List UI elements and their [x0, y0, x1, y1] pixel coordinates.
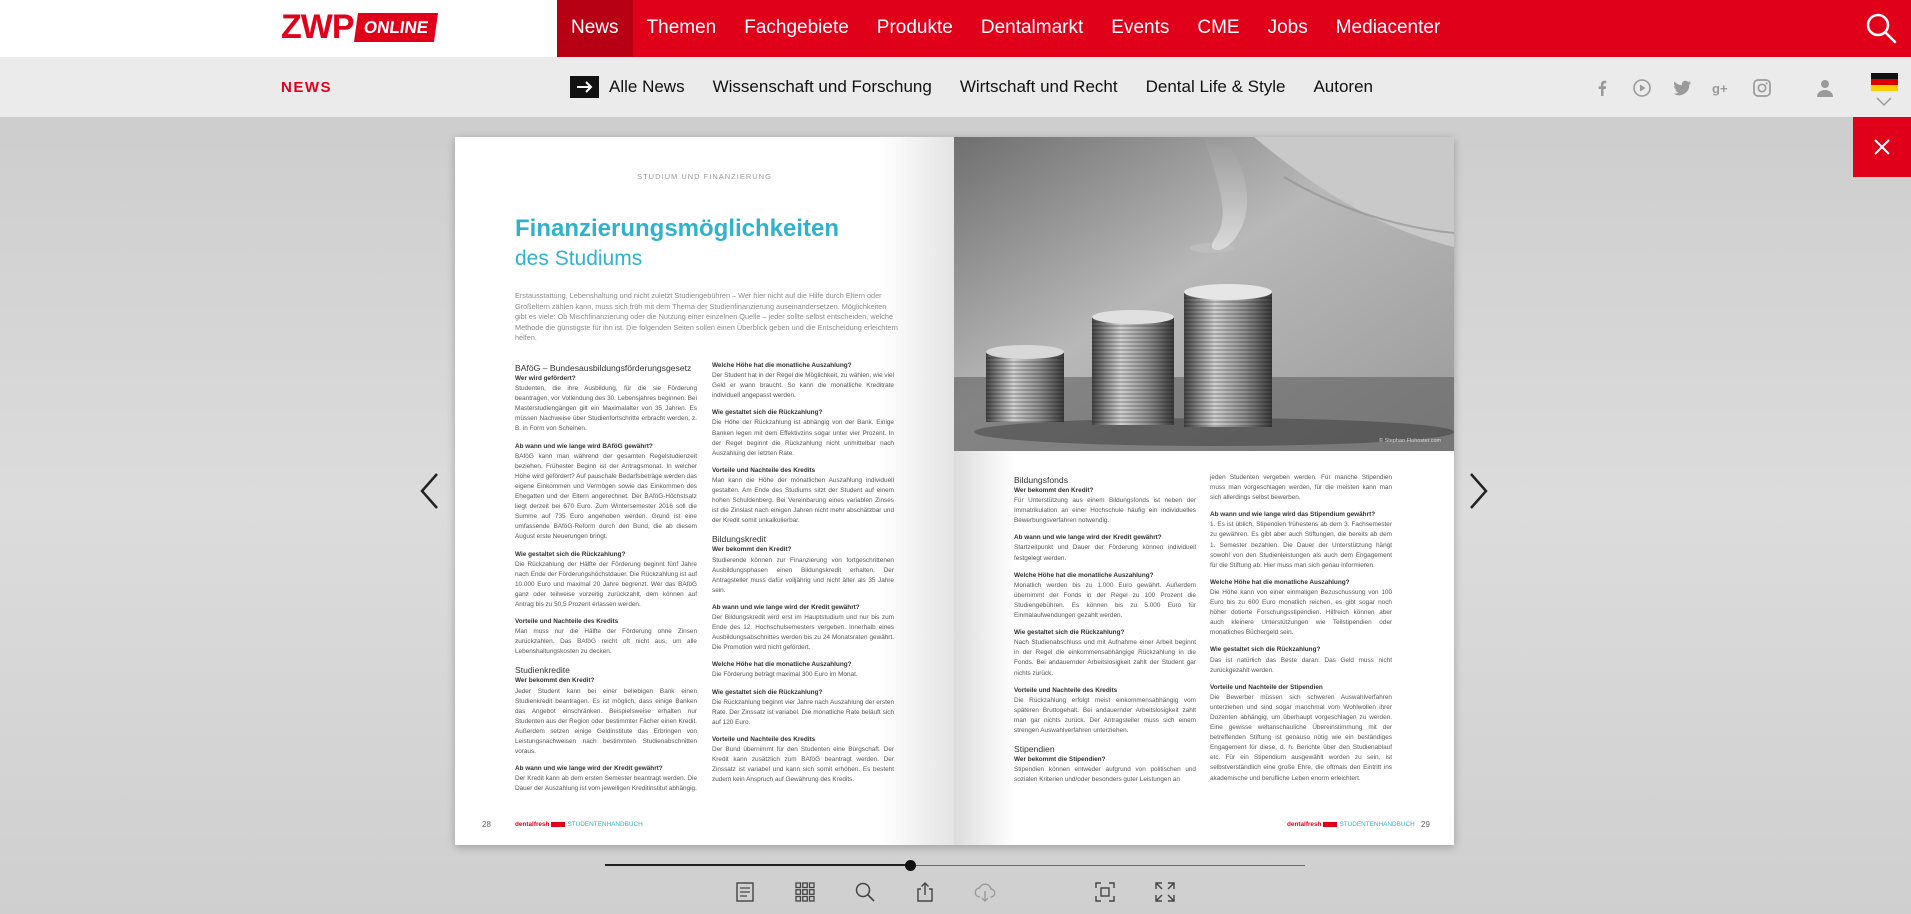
section-heading: Bildungsfonds: [1014, 475, 1068, 485]
footer-tag: STUDENTENHANDBUCH: [1339, 821, 1415, 828]
search-icon[interactable]: [1863, 10, 1899, 46]
section-label: NEWS: [281, 79, 332, 96]
text-column-3: [1014, 473, 1196, 785]
question-heading: Ab wann und wie lange wird das Stipendium gewährt?: [1210, 511, 1376, 519]
nav-jobs[interactable]: Jobs: [1267, 17, 1308, 38]
paragraph: Der Student hat in der Regel die Möglichkeit, zu wählen, wie viel Geld er wann braucht. So kann die monatliche Kreditrate individuell angepasst werden.: [712, 372, 894, 400]
question-heading: Wer wird gefördert?: [515, 375, 576, 382]
question-heading: Welche Höhe hat die monatliche Auszahlung?: [712, 362, 852, 369]
sub-nav: [570, 57, 1401, 117]
zwp-online-logo[interactable]: [281, 8, 436, 46]
paragraph: Die Förderung beträgt maximal 300 Euro im Monat.: [712, 671, 858, 679]
paragraph: jeden Studenten vergeben werden. Für manche Stipendien muss man vorgeschlagen werden, für die meisten kann man sich allerdings selbst bewerben.: [1210, 474, 1392, 502]
close-viewer-button[interactable]: [1853, 117, 1911, 177]
main-nav: [557, 0, 1454, 57]
subnav-autoren[interactable]: Autoren: [1313, 77, 1373, 96]
question-heading: Welche Höhe hat die monatliche Auszahlung?: [1014, 571, 1154, 579]
paragraph: Man muss nur die Hälfte der Förderung ohne Zinsen zurückzahlen. Das BAföG reicht oft nicht aus, um alle Lebenshaltungskosten zu decken.: [515, 628, 697, 656]
nav-dentalmarkt[interactable]: Dentalmarkt: [980, 17, 1084, 38]
paragraph: Die Rückzahlung der Hälfte der Förderung beginnt fünf Jahre nach Ende der Förderungshöchstdauer. Die Rückzahlung ist auf 10.000 Euro und maximal 20 Jahre begrenzt. Wer das BAföG ganz oder teilweise vorzeitig zurückzahlt, dem können auf Antrag bis zu 50,5 Prozent erlassen werden.: [515, 560, 697, 608]
logo-wordmark: ZWP: [281, 8, 354, 46]
question-heading: Vorteile und Nachteile des Kredits: [515, 618, 619, 626]
coins-photo: [954, 137, 1454, 451]
question-heading: Wer bekommt den Kredit?: [1014, 487, 1094, 494]
top-bar: [0, 0, 1911, 57]
nav-fachgebiete[interactable]: Fachgebiete: [744, 17, 849, 38]
section-heading: Bildungskredit: [712, 534, 766, 545]
nav-mediacenter[interactable]: Mediacenter: [1335, 17, 1441, 38]
footer-brand: dentalfresh: [515, 821, 550, 828]
question-heading: Welche Höhe hat die monatliche Auszahlung?: [712, 661, 852, 669]
question-heading: Wer bekommt den Kredit?: [712, 546, 792, 554]
paragraph: Die Rückzahlung beginnt vier Jahre nach Auszahlung der ersten Rate. Der Zinssatz ist variabel. Die monatliche Rate beläuft sich auf 120 Euro.: [712, 698, 894, 726]
user-icon[interactable]: [1813, 76, 1837, 100]
facebook-icon[interactable]: [1590, 76, 1614, 100]
section-heading: Studienkredite: [515, 665, 570, 676]
paragraph: Die Höhe der Rückzahlung ist abhängig von der Bank. Einige Banken legen mit dem Effektivzins sogar unter vier Prozent. In der Regel beginnt die Rückzahlung nicht unmittelbar nach Auszahlung der letzten Rate.: [712, 419, 894, 457]
paragraph: Der Kredit kann ab dem ersten Semester beantragt werden. Die Dauer der Auszahlung ist vom jeweiligen Kreditinstitut abhängig.: [515, 775, 697, 793]
slider-handle[interactable]: [905, 860, 916, 871]
share-icon[interactable]: [913, 880, 937, 904]
question-heading: Wie gestaltet sich die Rückzahlung?: [1210, 646, 1321, 654]
youtube-icon[interactable]: [1630, 76, 1654, 100]
question-heading: Wie gestaltet sich die Rückzahlung?: [1014, 629, 1125, 637]
slider-fill: [605, 864, 911, 866]
coin-stacks-image: [954, 137, 1454, 451]
paragraph: Studierende können zur Finanzierung von fortgeschrittenen Ausbildungsphasen einen Bildungskredit erhalten. Der Antragsteller muss dafür volljährig und nicht älter als 35 Jahre sein.: [712, 556, 894, 594]
page-slider[interactable]: [605, 859, 1305, 873]
logo-badge: ONLINE: [354, 13, 438, 42]
download-icon[interactable]: [973, 880, 997, 904]
question-heading: Wer bekommt die Stipendien?: [1014, 756, 1106, 764]
paragraph: Studenten, die ihre Ausbildung, für die sie Förderung beantragen, vor Vollendung des 30. Lebensjahres beginnen. Bei Masterstudiengängen gilt ein Maximalalter von 35 Jahren. Es müssen Nachweise über Studienfortschritte erbracht werden, z. B. in Form von Scheinen.: [515, 385, 697, 433]
search-icon[interactable]: [853, 880, 877, 904]
subnav-wirtschaft[interactable]: Wirtschaft und Recht: [959, 77, 1118, 96]
question-heading: Ab wann und wie lange wird der Kredit gewährt?: [1014, 534, 1162, 542]
question-heading: Welche Höhe hat die monatliche Auszahlung?: [1210, 578, 1350, 586]
instagram-icon[interactable]: [1750, 76, 1774, 100]
photo-credit: © Stephan Flohoster.com: [1379, 438, 1442, 444]
social-links: [1590, 76, 1790, 100]
page-footer-right: [1287, 821, 1415, 828]
page-footer-left: [515, 821, 643, 828]
section-heading: Stipendien: [1014, 744, 1055, 755]
question-heading: Wer bekommt den Kredit?: [515, 677, 595, 685]
twitter-icon[interactable]: [1670, 76, 1694, 100]
question-heading: Ab wann und wie lange wird der Kredit gewährt?: [515, 765, 663, 773]
paragraph: Der Bildungskredit wird erst im Hauptstudium und nur bis zum Ende des 12. Hochschulsemesters vergeben. Innerhalb eines Ausbildungsabschnittes werden bis zu 24 Monatsraten gewährt. Die Promotion wird nicht gefördert.: [712, 613, 894, 652]
question-heading: Ab wann und wie lange wird BAföG gewährt?: [515, 442, 653, 450]
googleplus-icon[interactable]: [1710, 76, 1734, 100]
nav-cme[interactable]: CME: [1197, 17, 1240, 38]
paragraph: Stipendien können entweder aufgrund von politischen und sozialen Kriterien und/oder besonders guter Leistungen an: [1014, 766, 1196, 784]
paragraph: Der Bund übernimmt für den Studenten eine Bürgschaft. Der Kredit kann zusätzlich zum BAföG beantragt werden. Der Zinssatz ist variabel und kann sich somit erhöhen. Es besteht zudem kein Anspruch auf Gewährung des Kredits.: [712, 746, 894, 784]
subnav-wissenschaft[interactable]: Wissenschaft und Forschung: [712, 77, 932, 96]
german-flag-icon[interactable]: [1871, 73, 1898, 91]
question-heading: Ab wann und wie lange wird der Kredit gewährt?: [712, 603, 860, 611]
question-heading: Vorteile und Nachteile der Stipendien: [1210, 683, 1323, 691]
close-icon: [1853, 117, 1911, 177]
paragraph: Jeder Student kann bei einer beliebigen Bank einen Studienkredit beantragen. Es ist möglich, dass einige Banken das Angebot einschränken. Beispielsweise erhalten nur Studenten aus der Region oder bestimmter Fächer einen Kredit. Außerdem setzen einige Geldinstitute das Erbringen von Leistungsnachweisen nach bestimmten Studienabschnitten voraus.: [515, 687, 697, 756]
page-number-right: 29: [1421, 820, 1430, 829]
footer-badge: [551, 822, 565, 827]
page-number-left: 28: [482, 820, 491, 829]
article-subtitle: des Studiums: [515, 247, 643, 270]
footer-tag: STUDENTENHANDBUCH: [567, 821, 643, 828]
text-column-2: [712, 361, 894, 785]
magazine-spread[interactable]: [455, 137, 1454, 845]
question-heading: Vorteile und Nachteile des Kredits: [1014, 686, 1118, 694]
page-right: [954, 137, 1454, 845]
paragraph: Die Rückzahlung erfolgt meist einkommensabhängig vom späteren Bruttogehalt. Bei andauernder Arbeitslosigkeit zahlt man gar nichts zurück. Der Antragsteller muss sich einem strengen Auswahlverfahren unterziehen.: [1014, 696, 1196, 734]
question-heading: Wie gestaltet sich die Rückzahlung?: [515, 550, 626, 558]
chevron-down-icon[interactable]: [1875, 95, 1893, 107]
article-title: Finanzierungsmöglichkeiten: [515, 215, 840, 242]
page-left: [455, 137, 954, 845]
question-heading: Vorteile und Nachteile des Kredits: [712, 466, 816, 474]
nav-themen[interactable]: Themen: [646, 17, 717, 38]
table-of-contents-icon[interactable]: [733, 880, 757, 904]
paragraph: Für Unterstützung aus einem Bildungsfonds ist neben der Immatrikulation an einer Hochschule häufig ein individuelles Bewerbungsverfahren notwendig.: [1014, 497, 1196, 525]
paragraph: Die Bewerber müssen sich schweren Auswahlverfahren unterziehen und sind sogar manchmal vom Wohlwollen ihrer Dozenten abhängig, um überhaupt vorgeschlagen zu werden. Eine gewisse weltanschauliche Übereinstimmung mit der betreffenden Stiftung ist genauso nötig wie ein beständiges Engagement für diese, d. h. Berichte über den Studienablauf etc. Für ein Stipendium ausgewählt worden zu sein, ist selbstverständlich eine große Ehre, die oftmals den Eintritt ins akademische und berufliche Leben enorm erleichtert.: [1210, 693, 1392, 782]
page-kicker: STUDIUM UND FINANZIERUNG: [637, 172, 772, 181]
svg-text:g+: g+: [1712, 81, 1728, 96]
paragraph: 1. Es ist üblich, Stipendien frühestens ab dem 3. Fachsemester zu gewähren. Es gibt aber auch Stiftungen, die bereits ab dem 1. Semester bezahlen. Die Dauer der Unterstützung hängt sowohl von den Studienleistungen als auch dem Engagement für die Stiftung ab. Hier muss man sich genau informieren.: [1210, 521, 1392, 569]
subnav-alle-news[interactable]: [570, 76, 685, 98]
footer-badge: [1323, 822, 1337, 827]
paragraph: Startzeitpunkt und Dauer der Förderung können individuell festgelegt werden.: [1014, 544, 1196, 562]
section-heading: BAföG – Bundesausbildungsförderungsgesetz: [515, 363, 692, 373]
nav-produkte[interactable]: Produkte: [876, 17, 953, 38]
paragraph: BAföG kann man während der gesamten Regelstudienzeit beziehen. Frühester Beginn ist der Antragsmonat. In welcher Höhe wird gefördert? Auf pauschale Bedarfsbeträge werden das eigene Einkommen und Vermögen sowie das Einkommen des Ehegatten und der Eltern angerechnet. Der BAföG-Höchstsatz liegt derzeit bei 670 Euro. Zum Wintersemester 2016 soll die Summe auf 735 Euro angehoben werden. Grund ist eine umfassende BAföG-Reform durch den Bund, die ab diesem August erste Neuerungen bringt.: [515, 452, 697, 541]
previous-page-arrow-icon[interactable]: [415, 470, 445, 512]
paragraph: Man kann die Höhe der monatlichen Auszahlung individuell gestalten. Am Ende des Studiums sitzt der Student auf einem hohen Schuldenberg. Bei Vereinbarung eines variablen Zinses ist die Zinslast nach einigen Jahren nicht mehr abschätzbar und der Kredit somit unkalkulierbar.: [712, 476, 894, 525]
nav-events[interactable]: Events: [1111, 17, 1170, 38]
thumbnails-icon[interactable]: [793, 880, 817, 904]
text-column-1: [515, 361, 697, 794]
paragraph: Nach Studienabschluss und mit Aufnahme einer Arbeit beginnt in der Regel die einkommensabhängige Rückzahlung in die Fonds. Bei andauernder Arbeitslosigkeit zahlt der Student gar nichts zurück.: [1014, 639, 1196, 677]
footer-brand: dentalfresh: [1287, 821, 1322, 828]
question-heading: Wie gestaltet sich die Rückzahlung?: [712, 409, 823, 417]
fullscreen-icon[interactable]: [1153, 880, 1177, 904]
paragraph: Die Höhe kann von einer einmaligen Bezuschussung von 100 Euro bis zu 600 Euro monatlich reichen, es gibt sogar noch höher dotierte Forschungsstipendien. Hilfreich können aber auch kleinere Unterstützungen wie Teilstipendien oder monatliches Büchergeld sein.: [1210, 588, 1392, 637]
text-column-4: [1210, 473, 1392, 784]
question-heading: Vorteile und Nachteile des Kredits: [712, 735, 816, 743]
paragraph: Das ist natürlich das Beste daran: Das Geld muss nicht zurückgezahlt werden.: [1210, 656, 1392, 674]
fit-page-icon[interactable]: [1093, 880, 1117, 904]
subnav-alle-news-label: Alle News: [609, 77, 685, 96]
arrow-right-icon: [570, 76, 599, 98]
article-lead: Erstausstattung, Lebenshaltung und nicht zuletzt Studiengebühren – Wer hier nicht auf die Hilfe durch Eltern oder Großeltern zählen kann, muss sich früh mit dem Thema der Studienfinanzierung auseinandersetzen. Möglichkeiten gibt es viele: Ob Mischfinanzierung oder die Nutzung einer einzelnen Quelle – jeder sollte selbst entscheiden, welche Methode die günstigste für ihn ist. Die folgenden Seiten sollen einen Überblick geben und die Entscheidung erleichtern helfen.: [515, 291, 898, 343]
next-page-arrow-icon[interactable]: [1463, 470, 1493, 512]
question-heading: Wie gestaltet sich die Rückzahlung?: [712, 688, 823, 696]
subnav-dental-life[interactable]: Dental Life & Style: [1145, 77, 1286, 96]
nav-news[interactable]: News: [557, 0, 633, 57]
sub-nav-bar: [0, 57, 1911, 117]
paragraph: Monatlich werden bis zu 1.000 Euro gewährt. Außerdem übernimmt der Fonds in der Regel zu 100 Prozent die Studiengebühren. Es können bis zu 5.000 Euro für Einmalaufwendungen gezahlt werden.: [1014, 581, 1196, 620]
